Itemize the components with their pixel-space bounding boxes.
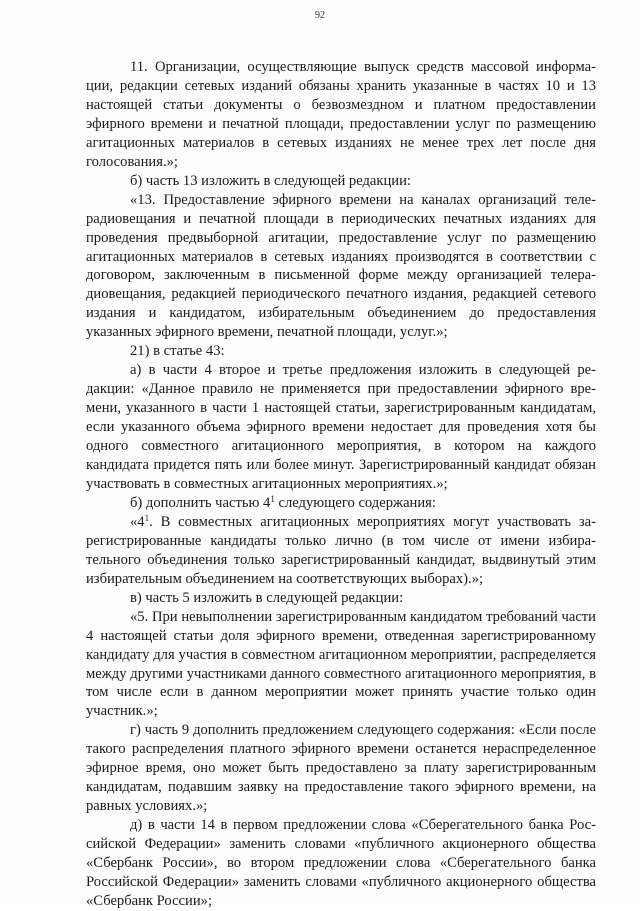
superscript-one: 1 <box>270 493 275 504</box>
paragraph-g-part-9: г) часть 9 дополнить предложением следующего содержания: «Если после такого распределения платного эфирного времени останется нераспределенное эфирное время, оно может быть предоставлено за плату зарегистрированным кандидатам, подавшим заявку на предоставление такого эфирного времени, на равных условиях.»; <box>86 722 596 815</box>
paragraph-v-part-5: в) часть 5 изложить в следующей редакции: <box>130 589 404 606</box>
paragraph-part-4-1-text <box>86 513 596 589</box>
paragraph-part-4-1-lead: «4 <box>130 513 145 530</box>
paragraph-d-part-14: д) в части 14 в первом предложении слова «Сберегательного банка Российской Федерации» заменить словами «публичного акционерного общества «Сбербанк России», во втором предложении слова «Сберегательного банка Российской Федерации» заменить словами «публичного акционерного общества «Сбербанк России»; <box>86 817 596 909</box>
page-number: 92 <box>315 10 325 21</box>
paragraph-b-part-4-1-tail: следующего содержания: <box>274 494 436 511</box>
paragraph-item-11: 11. Организации, осуществляющие выпуск средств массовой информации, редакции сетевых изданий обязаны хранить указанные в частях 10 и 13 настоящей статьи документы о безвозмездном и платном предоставлении эфирного времени и печатной площади, предоставлении услуг по размещению агитационных материалов в сетевых изданиях не менее трех лет после дня голосования.»; <box>86 59 596 170</box>
paragraph-b-part-4-1-text: б) дополнить частью 4 <box>130 494 271 511</box>
paragraph-part-4-1-body: . В совместных агитационных мероприятиях могут участвовать зарегистрированные кандидаты только лично (в том числе от имени избирательного объединения только зарегистрированный кандидат, выдвинутый этим избирательным объединением на соответствующих выборах).»; <box>86 513 596 587</box>
paragraph-b-part-13: б) часть 13 изложить в следующей редакции: <box>130 172 411 189</box>
paragraph-part-13-text: «13. Предоставление эфирного времени на каналах организаций телерадиовещания и печатной площади в периодических печатных изданиях для проведения предвыборной агитации, предоставление услуг по размещению агитационных материалов в сетевых изданиях производятся в соответствии с договором, заключенным в письменной форме между организацией телерадиовещания, редакцией периодического печатного издания, редакцией сетевого издания и кандидатом, избирательным объединением до предоставления указанных эфирного времени, печатной площади, услуг.»; <box>86 191 596 341</box>
superscript-one: 1 <box>144 512 150 523</box>
document-body <box>86 58 596 911</box>
paragraph-b-part-4-1 <box>86 494 596 513</box>
paragraph-a-part-4: а) в части 4 второе и третье предложения изложить в следующей редакции: «Данное правило не применяется при предоставлении эфирного времени, указанного в части 1 настоящей статьи, зарегистрированным кандидатам, если указанного объема эфирного времени недостает для проведения хотя бы одного совместного агитационного мероприятия, в котором на каждого кандидата придется пять или более минут. Зарегистрированный кандидат обязан участвовать в совместных агитационных мероприятиях.»; <box>86 362 596 492</box>
paragraph-part-5-text: «5. При невыполнении зарегистрированным кандидатом требований части 4 настоящей статьи доля эфирного времени, отведенная зарегистрированному кандидату для участия в совместном агитационном мероприятии, распределяется между другими участниками данного совместного агитационного мероприятия, в том числе если в данном мероприятии может принять участие только один участник.»; <box>86 608 596 720</box>
paragraph-item-21: 21) в статье 43: <box>130 343 225 360</box>
